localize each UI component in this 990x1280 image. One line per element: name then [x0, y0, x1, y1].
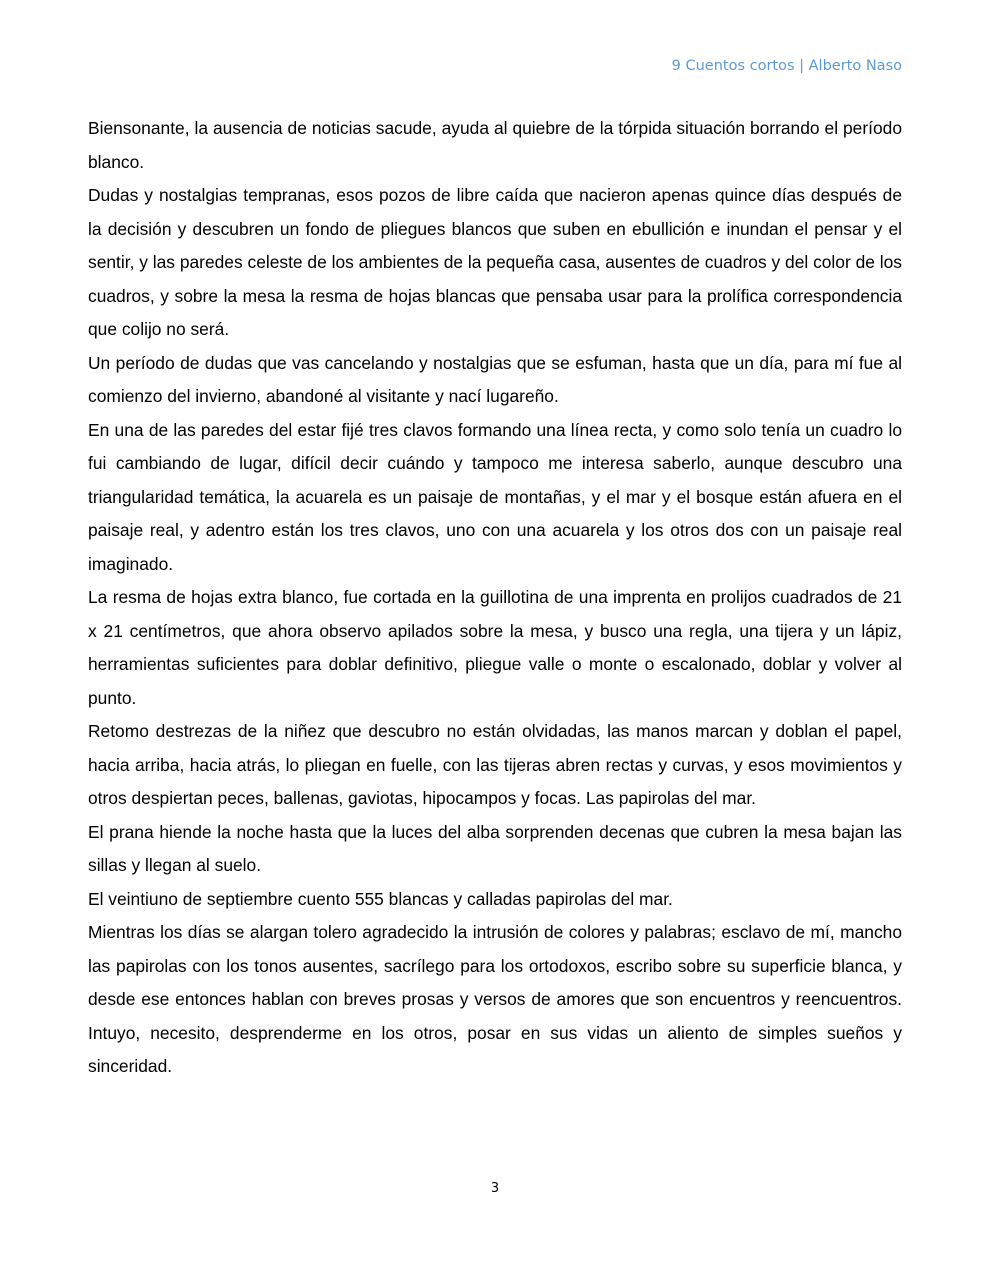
document-body — [88, 112, 902, 1084]
page-number: 3 — [490, 1181, 500, 1196]
running-header: 9 Cuentos cortos | Alberto Naso — [671, 58, 902, 74]
paragraph: En una de las paredes del estar fijé tres clavos formando una línea recta, y como solo tenía un cuadro lo fui cambiando de lugar, difícil decir cuándo y tampoco me interesa saberlo, aunque descubro una triangularidad temática, la acuarela es un paisaje de montañas, y el mar y el bosque están afuera en el paisaje real, y adentro están los tres clavos, uno con una acuarela y los otros dos con un paisaje real imaginado. — [88, 419, 902, 574]
paragraph: Retomo destrezas de la niñez que descubro no están olvidadas, las manos marcan y doblan el papel, hacia arriba, hacia atrás, lo pliegan en fuelle, con las tijeras abren rectas y curvas, y esos movimientos y otros despiertan peces, ballenas, gaviotas, hipocampos y focas. Las papirolas del mar. — [88, 721, 902, 808]
paragraph: Dudas y nostalgias tempranas, esos pozos de libre caída que nacieron apenas quince días después de la decisión y descubren un fondo de pliegues blancos que suben en ebullición e inundan el pensar y el sentir, y las paredes celeste de los ambientes de la pequeña casa, ausentes de cuadros y del color de los cuadros, y sobre la mesa la resma de hojas blancas que pensaba usar para la prolífica correspondencia que colijo no será. — [88, 185, 902, 339]
paragraph: El prana hiende la noche hasta que la luces del alba sorprenden decenas que cubren la mesa bajan las sillas y llegan al suelo. — [88, 821, 902, 875]
paragraph: Biensonante, la ausencia de noticias sacude, ayuda al quiebre de la tórpida situación borrando el período blanco. — [88, 118, 902, 172]
paragraph: Un período de dudas que vas cancelando y nostalgias que se esfuman, hasta que un día, para mí fue al comienzo del invierno, abandoné al visitante y nací lugareño. — [88, 352, 902, 406]
paragraph: Mientras los días se alargan tolero agradecido la intrusión de colores y palabras; esclavo de mí, mancho las papirolas con los tonos ausentes, sacrílego para los ortodoxos, escribo sobre su superficie blanca, y desde ese entonces hablan con breves prosas y versos de amores que son encuentros y reencuentros. Intuyo, necesito, desprenderme en los otros, posar en sus vidas un aliento de simples sueños y sinceridad. — [88, 922, 902, 1076]
paragraph: El veintiuno de septiembre cuento 555 blancas y calladas papirolas del mar. — [88, 888, 673, 909]
paragraph: La resma de hojas extra blanco, fue cortada en la guillotina de una imprenta en prolijos cuadrados de 21 x 21 centímetros, que ahora observo apilados sobre la mesa, y busco una regla, una tijera y un lápiz, herramientas suficientes para doblar definitivo, pliegue valle o monte o escalonado, doblar y volver al punto. — [88, 587, 902, 708]
